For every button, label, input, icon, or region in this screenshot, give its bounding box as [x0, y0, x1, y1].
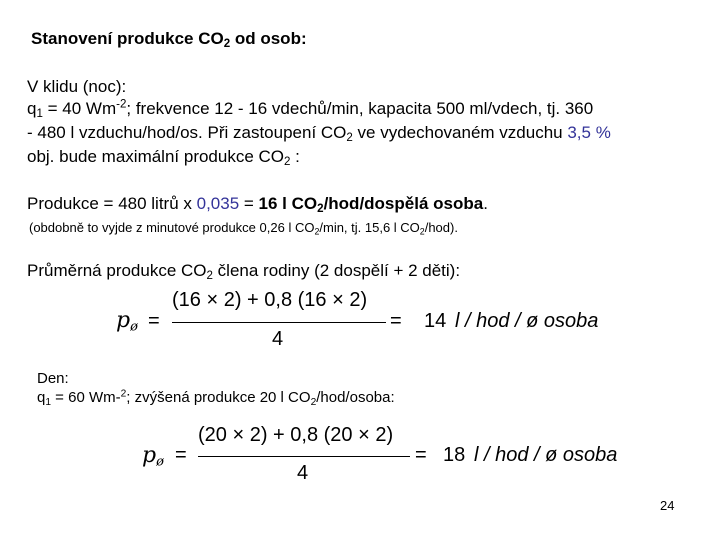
formula-2-lhs — [142, 443, 164, 468]
rest-line-2 — [27, 122, 611, 144]
page-number: 24 — [660, 498, 675, 513]
production-result — [258, 194, 484, 216]
formula-1 — [110, 286, 650, 356]
note-sub-1: 2 — [314, 226, 320, 237]
formula-1-rhs-equals: = — [390, 310, 402, 332]
rest-line-1-sup: -2 — [116, 98, 127, 111]
production-factor: 0,035 — [196, 194, 240, 213]
formula-2-fraction-bar — [198, 456, 410, 457]
production-note — [29, 220, 458, 236]
production-equals: = — [239, 194, 259, 213]
production-result-b: /hod/dospělá osoba — [323, 194, 484, 213]
day-line-a: = 60 Wm- — [51, 389, 121, 406]
formula-2 — [140, 418, 660, 488]
rest-line-1-a: = 40 Wm — [42, 99, 117, 118]
production-result-sub: 2 — [317, 203, 324, 216]
rest-line-3-a: obj. bude maximální produkce CO — [27, 147, 285, 166]
rest-line-2-a: - 480 l vzduchu/hod/os. Při zastoupení CO — [27, 123, 347, 142]
title-text: Stanovení produkce CO — [31, 29, 224, 48]
note-b: /min, tj. 15,6 l CO — [319, 220, 420, 235]
formula-2-p: p — [142, 443, 157, 468]
day-line — [37, 389, 395, 407]
title-subscript: 2 — [223, 38, 231, 51]
formula-1-lhs-sub: ø — [130, 319, 138, 335]
day-line-c: /hod/osoba: — [316, 389, 395, 406]
day-line-sub: 2 — [310, 396, 317, 408]
formula-2-equals: = — [175, 444, 187, 466]
production-result-a: 16 l CO — [258, 194, 318, 213]
formula-2-value: 18 — [443, 444, 466, 466]
note-a: (obdobně to vyjde z minutové produkce 0,26 l CO — [29, 220, 315, 235]
day-line-sup: 2 — [120, 388, 127, 400]
formula-1-numerator: (16 × 2) + 0,8 (16 × 2) — [172, 289, 368, 311]
family-line — [27, 260, 460, 282]
day-heading: Den: — [37, 370, 69, 387]
production-a: Produkce = 480 litrů x — [27, 194, 197, 213]
day-line-b: ; zvýšená produkce 20 l CO — [126, 389, 311, 406]
formula-1-denominator: 4 — [272, 328, 284, 350]
q-symbol: q — [27, 99, 37, 118]
title-rest: od osob: — [230, 29, 307, 48]
rest-line-3-b: : — [290, 147, 300, 166]
rest-line-3 — [27, 146, 300, 168]
formula-1-value: 14 — [424, 310, 447, 332]
note-c: /hod). — [424, 220, 458, 235]
formula-1-fraction-bar — [172, 322, 386, 323]
q-subscript: 1 — [36, 108, 43, 121]
family-a: Průměrná produkce CO — [27, 261, 207, 280]
family-sub: 2 — [206, 270, 213, 283]
production-line — [27, 193, 488, 215]
formula-2-numerator: (20 × 2) + 0,8 (20 × 2) — [198, 424, 394, 446]
day-q: q — [37, 389, 46, 406]
formula-1-unit: l / hod / ø osoba — [455, 310, 599, 332]
co2-percentage: 3,5 % — [567, 123, 611, 142]
formula-1-p: p — [116, 308, 131, 333]
note-sub-2: 2 — [419, 226, 425, 237]
page-title — [31, 28, 307, 50]
formula-2-rhs-equals: = — [415, 444, 427, 466]
day-q-sub: 1 — [45, 396, 52, 408]
rest-line-3-sub: 2 — [284, 156, 291, 169]
production-dot: . — [483, 194, 488, 213]
rest-line-1-b: ; frekvence 12 - 16 vdechů/min, kapacita 500 ml/vdech, tj. 360 — [126, 99, 594, 118]
formula-1-lhs — [116, 308, 138, 333]
rest-line-2-b: ve vydechovaném vzduchu — [352, 123, 568, 142]
rest-line-2-sub: 2 — [346, 132, 353, 145]
rest-line-1 — [27, 98, 593, 120]
formula-1-equals: = — [148, 310, 160, 332]
family-b: člena rodiny (2 dospělí + 2 děti): — [212, 261, 461, 280]
rest-heading: V klidu (noc): — [27, 77, 127, 96]
formula-2-denominator: 4 — [297, 462, 309, 484]
formula-2-lhs-sub: ø — [156, 454, 164, 470]
formula-2-unit: l / hod / ø osoba — [474, 444, 618, 466]
